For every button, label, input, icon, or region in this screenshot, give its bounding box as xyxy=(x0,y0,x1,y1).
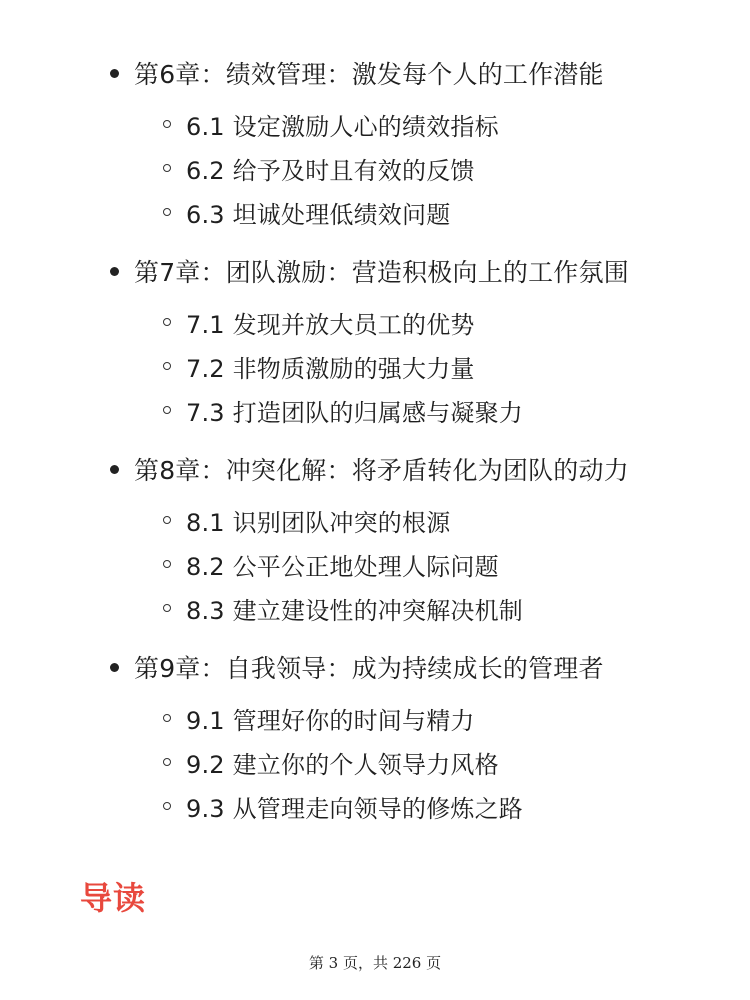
circle-bullet-icon xyxy=(163,758,171,766)
section-title: 9.1 管理好你的时间与精力 xyxy=(186,706,475,735)
chapter-title: 第6章：绩效管理：激发每个人的工作潜能 xyxy=(134,60,604,89)
section-title: 9.2 建立你的个人领导力风格 xyxy=(186,750,499,779)
section-title: 6.3 坦诚处理低绩效问题 xyxy=(186,200,451,229)
circle-bullet-icon xyxy=(163,120,171,128)
section-item xyxy=(0,498,750,542)
chapter-item xyxy=(0,642,750,692)
section-title: 9.3 从管理走向领导的修炼之路 xyxy=(186,794,523,823)
chapter-title: 第7章：团队激励：营造积极向上的工作氛围 xyxy=(134,258,629,287)
section-item xyxy=(0,344,750,388)
chapter-title: 第9章：自我领导：成为持续成长的管理者 xyxy=(134,654,604,683)
chapter-item xyxy=(0,246,750,296)
section-item xyxy=(0,542,750,586)
disc-bullet-icon xyxy=(110,465,119,474)
disc-bullet-icon xyxy=(110,69,119,78)
chapter-title: 第8章：冲突化解：将矛盾转化为团队的动力 xyxy=(134,456,629,485)
section-title: 8.1 识别团队冲突的根源 xyxy=(186,508,451,537)
section-heading: 导读 xyxy=(80,879,147,917)
section-list xyxy=(0,696,750,828)
section-title: 7.1 发现并放大员工的优势 xyxy=(186,310,475,339)
section-title: 6.1 设定激励人心的绩效指标 xyxy=(186,112,499,141)
section-title: 7.3 打造团队的归属感与凝聚力 xyxy=(186,398,523,427)
circle-bullet-icon xyxy=(163,802,171,810)
disc-bullet-icon xyxy=(110,663,119,672)
circle-bullet-icon xyxy=(163,164,171,172)
section-list xyxy=(0,102,750,234)
section-item xyxy=(0,300,750,344)
page-number: 第 3 页，共 226 页 xyxy=(308,954,442,972)
section-list xyxy=(0,498,750,630)
section-item xyxy=(0,696,750,740)
section-item xyxy=(0,190,750,234)
section-item xyxy=(0,740,750,784)
table-of-contents xyxy=(0,48,750,840)
circle-bullet-icon xyxy=(163,516,171,524)
chapter-item xyxy=(0,444,750,494)
disc-bullet-icon xyxy=(110,267,119,276)
section-title: 8.2 公平公正地处理人际问题 xyxy=(186,552,499,581)
section-item xyxy=(0,102,750,146)
circle-bullet-icon xyxy=(163,560,171,568)
circle-bullet-icon xyxy=(163,604,171,612)
section-title: 6.2 给予及时且有效的反馈 xyxy=(186,156,475,185)
toc-chapter-6 xyxy=(0,48,750,234)
chapter-item xyxy=(0,48,750,98)
toc-chapter-8 xyxy=(0,444,750,630)
section-title: 7.2 非物质激励的强大力量 xyxy=(186,354,475,383)
circle-bullet-icon xyxy=(163,714,171,722)
section-title: 8.3 建立建设性的冲突解决机制 xyxy=(186,596,523,625)
circle-bullet-icon xyxy=(163,406,171,414)
toc-chapter-7 xyxy=(0,246,750,432)
circle-bullet-icon xyxy=(163,318,171,326)
section-item xyxy=(0,388,750,432)
section-item xyxy=(0,146,750,190)
circle-bullet-icon xyxy=(163,362,171,370)
section-item xyxy=(0,586,750,630)
section-item xyxy=(0,784,750,828)
circle-bullet-icon xyxy=(163,208,171,216)
toc-chapter-9 xyxy=(0,642,750,828)
section-list xyxy=(0,300,750,432)
